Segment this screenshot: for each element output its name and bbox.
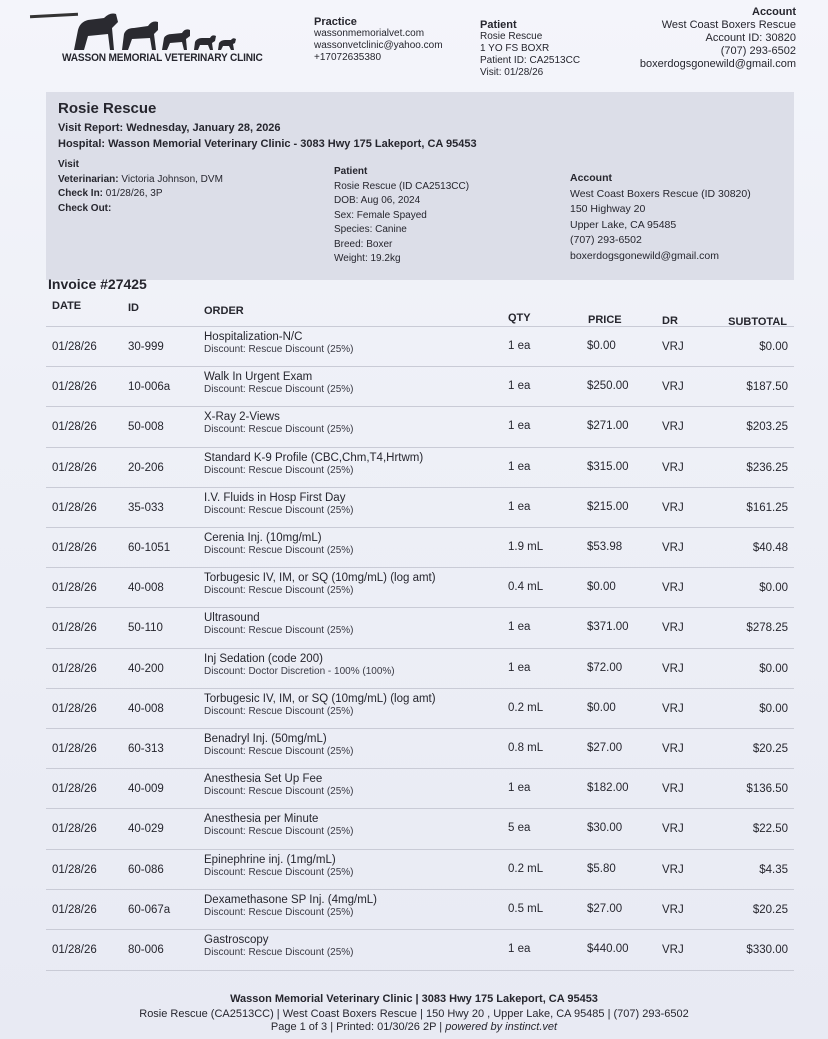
footer-powered-by: powered by instinct.vet — [445, 1021, 558, 1033]
table-end-divider — [46, 970, 794, 971]
row-discount: Discount: Doctor Discretion - 100% (100%) — [204, 665, 395, 677]
account-heading: Account — [752, 6, 796, 18]
row-order-name: Anesthesia per Minute — [204, 813, 319, 826]
row-date: 01/28/26 — [52, 582, 97, 595]
clinic-logo — [62, 8, 263, 72]
veterinarian-value: Victoria Johnson, DVM — [121, 173, 223, 185]
table-row — [46, 688, 794, 729]
patient-visit: Visit: 01/28/26 — [480, 67, 544, 78]
row-dr: VRJ — [662, 783, 684, 796]
row-order — [204, 733, 504, 757]
row-qty: 5 ea — [508, 822, 531, 835]
account-details-phone: (707) 293-6502 — [570, 234, 642, 246]
row-price: $371.00 — [587, 621, 629, 634]
row-qty: 1 ea — [508, 943, 531, 955]
row-date: 01/28/26 — [52, 743, 97, 755]
row-discount: Discount: Rescue Discount (25%) — [204, 705, 354, 717]
row-date: 01/28/26 — [52, 944, 97, 956]
row-qty: 1 ea — [508, 621, 531, 634]
account-header — [640, 6, 796, 71]
row-id: 40-008 — [128, 702, 164, 715]
table-row — [46, 808, 794, 849]
row-discount: Discount: Rescue Discount (25%) — [204, 424, 354, 436]
patient-summary: 1 YO FS BOXR — [480, 43, 550, 54]
footer-page-info — [0, 1021, 828, 1034]
row-discount: Discount: Rescue Discount (25%) — [204, 866, 354, 878]
table-row — [46, 527, 794, 568]
row-id: 40-009 — [128, 783, 164, 796]
row-id: 30-999 — [128, 341, 164, 353]
account-name-id: West Coast Boxers Rescue (ID 30820) — [570, 187, 751, 200]
visit-report-line: Visit Report: Wednesday, January 28, 2026 — [58, 122, 281, 134]
row-order — [204, 934, 504, 958]
row-subtotal: $0.00 — [759, 702, 788, 715]
col-subtotal: SUBTOTAL — [728, 316, 787, 328]
col-order: ORDER — [204, 305, 244, 317]
row-discount: Discount: Rescue Discount (25%) — [204, 826, 354, 838]
visit-section — [58, 158, 223, 216]
row-date: 01/28/26 — [52, 863, 97, 876]
row-price: $440.00 — [587, 943, 629, 955]
row-subtotal: $0.00 — [759, 582, 788, 595]
row-discount: Discount: Rescue Discount (25%) — [204, 545, 354, 556]
row-subtotal: $161.25 — [746, 501, 788, 514]
row-date: 01/28/26 — [52, 421, 97, 434]
practice-header — [314, 16, 443, 64]
row-date: 01/28/26 — [52, 501, 97, 514]
row-dr: VRJ — [662, 421, 684, 434]
row-subtotal: $4.35 — [759, 863, 788, 876]
row-id: 20-206 — [128, 461, 164, 474]
patient-sex: Sex: Female Spayed — [334, 209, 427, 221]
row-date: 01/28/26 — [52, 662, 97, 675]
row-date: 01/28/26 — [52, 381, 97, 394]
row-subtotal: $0.00 — [759, 341, 788, 353]
row-order — [204, 411, 504, 435]
account-details-email: boxerdogsgonewild@gmail.com — [570, 249, 719, 262]
account-phone: (707) 293-6502 — [720, 45, 796, 57]
row-qty: 1 ea — [508, 661, 531, 674]
row-dr: VRJ — [662, 944, 684, 956]
table-row — [46, 406, 794, 447]
row-id: 50-008 — [128, 421, 164, 434]
row-order-name: Anesthesia Set Up Fee — [204, 773, 323, 786]
patient-species: Species: Canine — [334, 224, 407, 235]
row-date: 01/28/26 — [52, 542, 97, 554]
row-price: $30.00 — [587, 822, 623, 835]
footer-clinic: Wasson Memorial Veterinary Clinic | 3083 Hwy 175 Lakeport, CA 95453 — [230, 993, 598, 1005]
row-subtotal: $187.50 — [746, 381, 788, 394]
row-qty: 0.8 mL — [508, 742, 544, 754]
row-price: $5.80 — [587, 862, 616, 875]
row-order — [204, 813, 504, 837]
col-qty: QTY — [508, 312, 531, 324]
row-subtotal: $278.25 — [746, 622, 788, 635]
check-in-value: 01/28/26, 3P — [105, 188, 163, 199]
table-row — [46, 929, 794, 970]
check-in-label: Check In: — [58, 188, 104, 199]
row-order — [204, 331, 504, 355]
row-dr: VRJ — [662, 381, 684, 394]
row-discount: Discount: Rescue Discount (25%) — [204, 906, 354, 918]
row-dr: VRJ — [662, 341, 684, 353]
visit-report-box — [46, 92, 794, 280]
row-date: 01/28/26 — [52, 702, 97, 715]
row-order-name: I.V. Fluids in Hosp First Day — [204, 491, 346, 504]
row-id: 60-067a — [128, 903, 171, 916]
row-price: $215.00 — [587, 500, 629, 513]
row-id: 10-006a — [128, 381, 171, 394]
patient-heading: Patient — [480, 19, 517, 31]
patient-dob: DOB: Aug 06, 2024 — [334, 195, 421, 206]
row-order — [204, 693, 504, 717]
table-row — [46, 567, 794, 608]
practice-phone: +17072635380 — [314, 52, 382, 63]
clinic-logo-text: WASSON MEMORIAL VETERINARY CLINIC — [62, 52, 263, 64]
row-id: 35-033 — [128, 501, 164, 514]
row-order-name: Inj Sedation (code 200) — [204, 652, 323, 665]
row-date: 01/28/26 — [52, 341, 97, 353]
patient-details — [334, 165, 469, 267]
col-price: PRICE — [588, 314, 622, 326]
row-subtotal: $0.00 — [759, 662, 788, 675]
row-discount: Discount: Rescue Discount (25%) — [204, 786, 354, 798]
row-price: $182.00 — [587, 782, 629, 795]
table-row — [46, 849, 794, 890]
row-order — [204, 371, 504, 395]
row-order — [204, 492, 504, 516]
practice-email: wassonvetclinic@yahoo.com — [314, 40, 443, 51]
row-subtotal: $20.25 — [752, 903, 788, 916]
row-order — [204, 854, 504, 878]
row-price: $0.00 — [587, 701, 616, 714]
row-dr: VRJ — [662, 461, 684, 474]
row-discount: Discount: Rescue Discount (25%) — [204, 947, 354, 958]
row-dr: VRJ — [662, 702, 684, 715]
row-discount: Discount: Rescue Discount (25%) — [204, 746, 354, 757]
row-qty: 1.9 mL — [508, 541, 544, 553]
row-qty: 0.2 mL — [508, 701, 544, 714]
row-price: $27.00 — [587, 902, 623, 915]
row-subtotal: $22.50 — [752, 823, 788, 836]
row-dr: VRJ — [662, 863, 684, 876]
visit-heading: Visit — [58, 159, 79, 170]
row-order-name: Hospitalization-N/C — [204, 331, 303, 343]
row-discount: Discount: Rescue Discount (25%) — [204, 585, 354, 597]
row-order-name: X-Ray 2-Views — [204, 411, 280, 424]
patient-id: Patient ID: CA2513CC — [480, 55, 581, 66]
row-order-name: Torbugesic IV, IM, or SQ (10mg/mL) (log amt) — [204, 572, 436, 585]
footer-page-printed: Page 1 of 3 | Printed: 01/30/26 2P | — [270, 1021, 446, 1033]
account-details-heading: Account — [570, 172, 612, 184]
invoice-table-header — [48, 300, 793, 328]
patient-breed: Breed: Boxer — [334, 238, 393, 250]
row-subtotal: $20.25 — [752, 743, 788, 755]
row-dr: VRJ — [662, 582, 684, 595]
row-order — [204, 653, 504, 677]
table-row — [46, 326, 794, 367]
row-order-name: Standard K-9 Profile (CBC,Chm,T4,Hrtwm) — [204, 451, 424, 464]
col-id: ID — [128, 302, 139, 314]
row-price: $271.00 — [587, 420, 629, 433]
row-qty: 1 ea — [508, 340, 531, 352]
row-order-name: Walk In Urgent Exam — [204, 371, 313, 384]
patient-header — [480, 19, 580, 79]
practice-heading: Practice — [314, 16, 357, 28]
row-dr: VRJ — [662, 662, 684, 675]
row-order — [204, 572, 504, 596]
dogs-silhouette-icon — [64, 8, 244, 52]
table-row — [46, 447, 794, 488]
row-subtotal: $203.25 — [746, 421, 788, 434]
check-out-label: Check Out: — [58, 202, 112, 214]
row-price: $0.00 — [587, 340, 616, 352]
row-order-name: Ultrasound — [204, 612, 260, 625]
row-order — [204, 452, 504, 476]
veterinarian-label: Veterinarian: — [58, 173, 119, 185]
row-order-name: Dexamethasone SP Inj. (4mg/mL) — [204, 893, 378, 906]
row-subtotal: $40.48 — [752, 542, 788, 554]
row-date: 01/28/26 — [52, 622, 97, 635]
account-address1: 150 Highway 20 — [570, 203, 646, 215]
row-date: 01/28/26 — [52, 823, 97, 836]
row-order — [204, 773, 504, 797]
row-discount: Discount: Rescue Discount (25%) — [204, 384, 354, 396]
account-details — [570, 171, 751, 264]
row-id: 40-029 — [128, 823, 164, 836]
table-row — [46, 487, 794, 528]
patient-name-id: Rosie Rescue (ID CA2513CC) — [334, 180, 470, 192]
account-email: boxerdogsgonewild@gmail.com — [639, 58, 796, 70]
row-qty: 0.4 mL — [508, 581, 544, 594]
row-id: 50-110 — [128, 622, 163, 635]
row-id: 60-086 — [128, 863, 164, 876]
table-row — [46, 366, 794, 407]
footer-patient-account: Rosie Rescue (CA2513CC) | West Coast Boxers Rescue | 150 Hwy 20 , Upper Lake, CA 95485 | (707) 293-6502 — [139, 1008, 689, 1020]
row-id: 40-200 — [128, 662, 164, 675]
account-name: West Coast Boxers Rescue — [661, 19, 796, 31]
account-id: Account ID: 30820 — [705, 32, 796, 44]
col-dr: DR — [662, 315, 678, 327]
invoice-title: Invoice #27425 — [48, 276, 147, 292]
row-subtotal: $330.00 — [746, 944, 788, 956]
account-address2: Upper Lake, CA 95485 — [570, 218, 677, 231]
row-dr: VRJ — [662, 622, 684, 635]
table-row — [46, 889, 794, 930]
row-date: 01/28/26 — [52, 783, 97, 796]
row-subtotal: $136.50 — [746, 783, 788, 796]
row-qty: 1 ea — [508, 500, 531, 513]
row-id: 80-006 — [128, 944, 164, 956]
row-dr: VRJ — [662, 823, 684, 836]
row-dr: VRJ — [662, 501, 684, 514]
row-subtotal: $236.25 — [746, 461, 788, 474]
row-order-name: Torbugesic IV, IM, or SQ (10mg/mL) (log amt) — [204, 692, 436, 705]
row-discount: Discount: Rescue Discount (25%) — [204, 344, 354, 355]
row-price: $250.00 — [587, 380, 629, 393]
row-dr: VRJ — [662, 542, 684, 554]
row-id: 60-1051 — [128, 542, 171, 554]
row-order-name: Gastroscopy — [204, 934, 269, 946]
row-id: 60-313 — [128, 743, 164, 755]
row-price: $53.98 — [587, 541, 623, 553]
patient-details-heading: Patient — [334, 166, 368, 177]
row-price: $0.00 — [587, 581, 616, 594]
visit-patient-name: Rosie Rescue — [58, 100, 157, 117]
row-order — [204, 612, 504, 636]
row-order — [204, 532, 504, 556]
row-date: 01/28/26 — [52, 903, 97, 916]
row-qty: 0.2 mL — [508, 862, 544, 875]
practice-website: wassonmemorialvet.com — [314, 28, 425, 39]
patient-name: Rosie Rescue — [480, 31, 543, 42]
row-dr: VRJ — [662, 903, 684, 916]
patient-weight: Weight: 19.2kg — [334, 253, 401, 264]
row-qty: 0.5 mL — [508, 902, 544, 915]
row-price: $72.00 — [587, 661, 623, 674]
table-row — [46, 607, 794, 648]
table-row — [46, 648, 794, 689]
row-qty: 1 ea — [508, 460, 531, 473]
row-order-name: Epinephrine inj. (1mg/mL) — [204, 853, 336, 866]
row-qty: 1 ea — [508, 782, 531, 795]
row-id: 40-008 — [128, 582, 164, 595]
row-date: 01/28/26 — [52, 461, 97, 474]
row-order-name: Benadryl Inj. (50mg/mL) — [204, 733, 327, 745]
row-order — [204, 894, 504, 918]
row-discount: Discount: Rescue Discount (25%) — [204, 464, 354, 476]
row-qty: 1 ea — [508, 380, 531, 393]
col-date: DATE — [52, 300, 82, 312]
row-price: $315.00 — [587, 460, 629, 473]
table-row — [46, 768, 794, 809]
row-dr: VRJ — [662, 743, 684, 755]
row-order-name: Cerenia Inj. (10mg/mL) — [204, 532, 322, 544]
table-row — [46, 728, 794, 769]
row-discount: Discount: Rescue Discount (25%) — [204, 504, 354, 516]
row-price: $27.00 — [587, 742, 623, 754]
visit-hospital-line: Hospital: Wasson Memorial Veterinary Clinic - 3083 Hwy 175 Lakeport, CA 95453 — [58, 138, 477, 150]
row-qty: 1 ea — [508, 420, 531, 433]
row-discount: Discount: Rescue Discount (25%) — [204, 625, 354, 637]
